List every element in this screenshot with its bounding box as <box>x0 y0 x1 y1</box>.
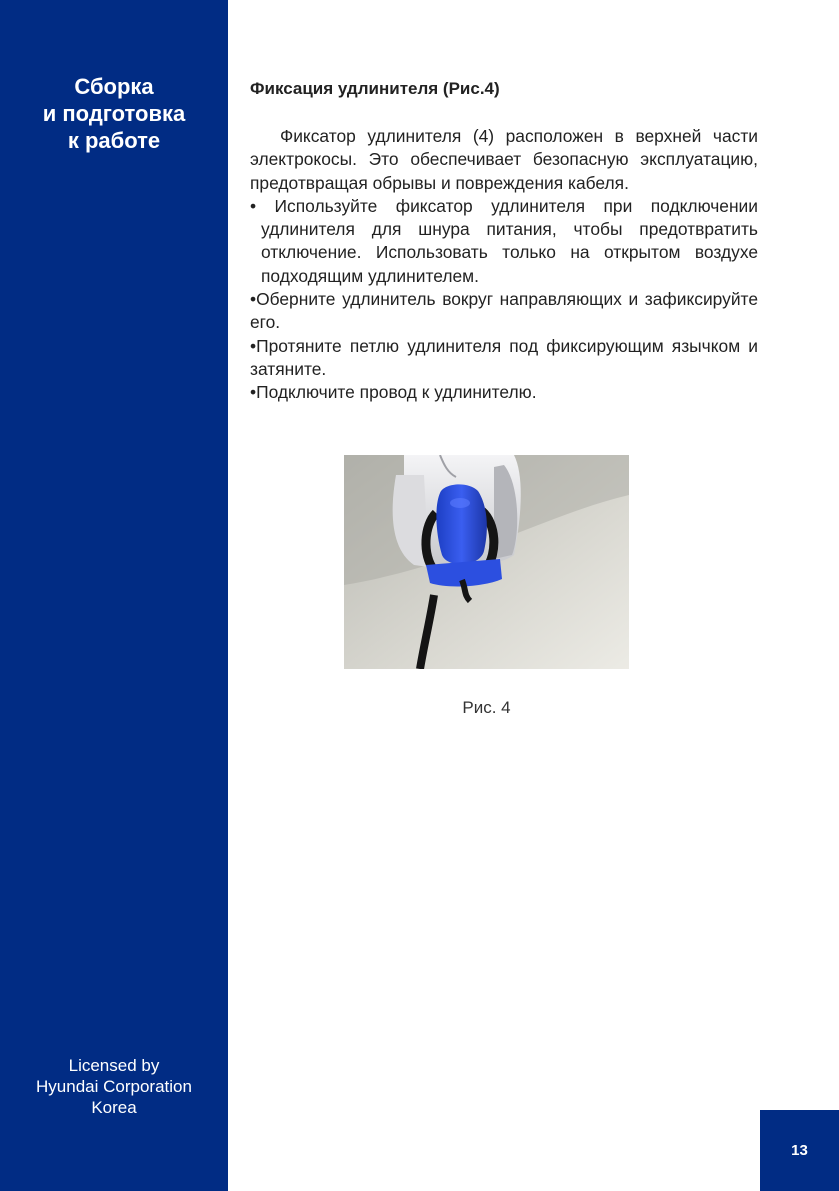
instruction-list <box>250 195 758 405</box>
section-heading: Фиксация удлинителя (Рис.4) <box>250 79 500 98</box>
page-number: 13 <box>760 1110 839 1191</box>
license-line: Korea <box>91 1098 137 1117</box>
section-title-line: и подготовка <box>42 101 186 126</box>
list-item: •Подключите провод к удлинителю. <box>250 382 537 403</box>
section-title-line: Сборка <box>74 74 154 99</box>
figure-4-photo <box>344 455 629 669</box>
figure-caption: Рис. 4 <box>462 698 511 717</box>
license-note <box>0 1055 228 1118</box>
list-item: • Используйте фиксатор удлинителя при подключении удлинителя для шнура питания, чтобы предотвратить отключение. Использовать только на открытом воздухе подходящим удлинителем. <box>250 195 758 286</box>
section-title-line: к работе <box>67 128 161 153</box>
intro-paragraph: Фиксатор удлинителя (4) расположен в верхней части электрокосы. Это обеспечивает безопасную эксплуатацию, предотвращая обрывы и повреждения кабеля. <box>250 126 758 193</box>
license-line: Hyundai Corporation <box>36 1077 192 1096</box>
sidebar <box>0 0 228 1191</box>
list-item: •Протяните петлю удлинителя под фиксирующим язычком и затяните. <box>250 335 758 379</box>
main-content <box>250 78 758 405</box>
license-line: Licensed by <box>68 1056 160 1075</box>
list-item: •Оберните удлинитель вокруг направляющих и зафиксируйте его. <box>250 289 758 333</box>
trimmer-cord-holder-illustration <box>344 455 629 669</box>
section-title <box>0 73 228 154</box>
